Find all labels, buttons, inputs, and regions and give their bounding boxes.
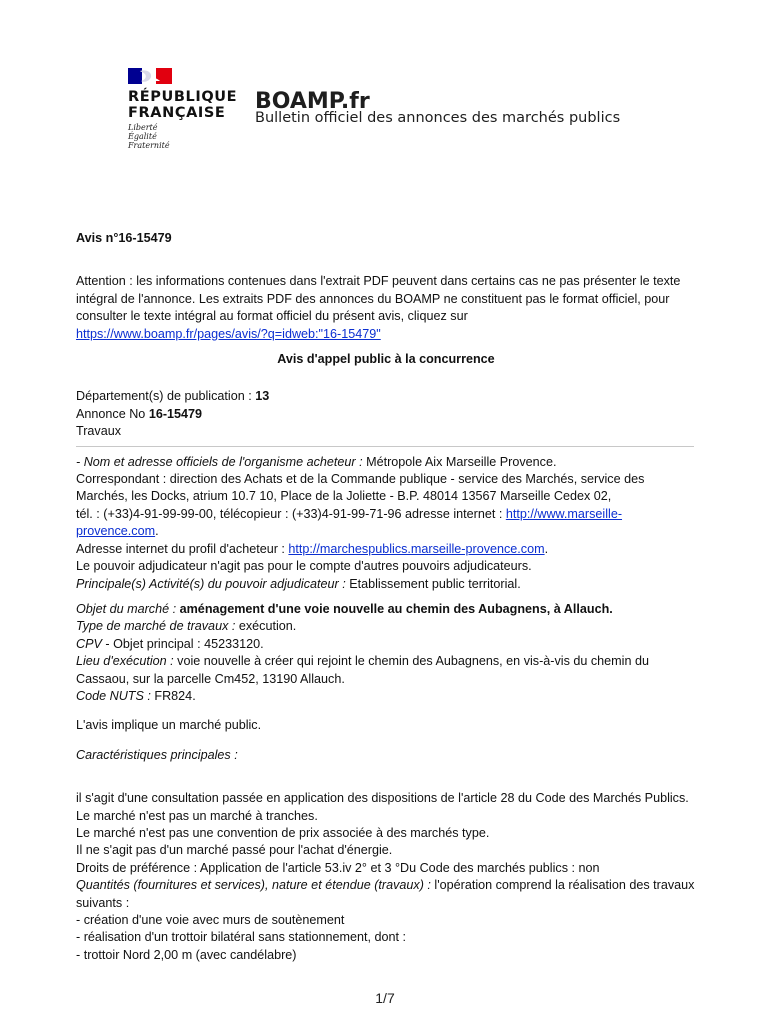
- profil-label: Adresse internet du profil d'acheteur :: [76, 541, 289, 556]
- travaux-item-3: - trottoir Nord 2,00 m (avec candélabre): [76, 947, 297, 962]
- marche-paragraph: [76, 601, 696, 705]
- avis-number: Avis n°16-15479: [76, 231, 172, 245]
- marianne-flag-icon: [128, 68, 172, 84]
- quantites-label: Quantités (fournitures et services), nature et étendue (travaux) :: [76, 878, 435, 893]
- page-number: 1/7: [375, 990, 395, 1006]
- dept-value: 13: [255, 389, 270, 404]
- annonce-label: Annonce No: [76, 406, 149, 421]
- document-body: [76, 230, 696, 964]
- dept-label: Département(s) de publication :: [76, 389, 256, 404]
- lieu-value: voie nouvelle à créer qui rejoint le chemin des Aubagnens, en vis-à-vis du chemin du Cassaou, sur la parcelle Cm452, 13190 Allauch.: [76, 654, 649, 686]
- lieu-label: Lieu d'exécution :: [76, 654, 178, 669]
- republique-line2: FRANÇAISE: [128, 105, 226, 121]
- publication-dept: [76, 388, 696, 405]
- nuts-value: FR824.: [154, 688, 196, 703]
- travaux-item-1: - création d'une voie avec murs de soutènement: [76, 913, 345, 927]
- pouvoir-text: Le pouvoir adjudicateur n'agit pas pour le compte d'autres pouvoirs adjudicateurs.: [76, 559, 532, 574]
- objet-value: aménagement d'une voie nouvelle au chemin des Aubagnens, à Allauch.: [179, 601, 613, 616]
- publication-annonce: [76, 406, 696, 423]
- activite-value: Etablissement public territorial.: [349, 576, 521, 591]
- correspondant-text: Correspondant : direction des Achats et de la Commande publique - service des Marchés, service des Marchés, les Docks, atrium 10.7 10, Place de la Joliette - B.P. 48014 13567 Marseille Cedex 02,: [76, 472, 645, 504]
- publication-type: Travaux: [76, 424, 122, 439]
- boamp-title: BOAMP.fr: [255, 89, 370, 114]
- carac-line4: Il ne s'agit pas d'un marché passé pour l'achat d'énergie.: [76, 843, 393, 858]
- caracteristiques-label: Caractéristiques principales :: [76, 747, 238, 762]
- type-label: Type de marché de travaux :: [76, 619, 239, 634]
- devise: [128, 123, 170, 150]
- implique-text: L'avis implique un marché public.: [76, 718, 262, 733]
- attention-text: Attention : les informations contenues dans l'extrait PDF peuvent dans certains cas ne pas présenter le texte intégral de l'annonce. Les extraits PDF des annonces du BOAMP ne constituent pas le format officiel, pour consulter le texte intégral au format officiel du présent avis, cliquez sur: [76, 274, 681, 324]
- quantites-value: l'opération comprend la réalisation des travaux suivants :: [76, 878, 695, 910]
- nuts-label: Code NUTS :: [76, 688, 155, 703]
- republique-line1: RÉPUBLIQUE: [128, 89, 238, 105]
- annonce-value: 16-15479: [148, 406, 203, 421]
- devise-egalite: Égalité: [128, 132, 157, 141]
- carac-line5: Droits de préférence : Application de l'article 53.iv 2° et 3 °Du Code des marchés publics : non: [76, 860, 600, 875]
- cpv-value: - Objet principal : 45233120.: [101, 636, 264, 651]
- type-value: exécution.: [238, 619, 297, 634]
- cpv-label: CPV: [76, 636, 102, 651]
- objet-label: Objet du marché :: [76, 601, 180, 616]
- activite-label: Principale(s) Activité(s) du pouvoir adjudicateur :: [76, 576, 350, 591]
- devise-liberte: Liberté: [128, 123, 158, 132]
- carac-line2: Le marché n'est pas un marché à tranches.: [76, 808, 318, 823]
- caracteristiques-paragraph: [76, 790, 696, 964]
- boamp-subtitle: Bulletin officiel des annonces des marchés publics: [255, 110, 621, 126]
- divider: [76, 446, 694, 447]
- organisme-value: Métropole Aix Marseille Provence.: [366, 454, 557, 469]
- marchespublics-link[interactable]: http://marchespublics.marseille-provence.com: [288, 541, 545, 556]
- section-title: Avis d'appel public à la concurrence: [277, 352, 495, 367]
- carac-line1: il s'agit d'une consultation passée en application des dispositions de l'article 28 du Code des Marchés Publics.: [76, 791, 689, 806]
- tel-text: tél. : (+33)4-91-99-99-00, télécopieur : (+33)4-91-99-71-96 adresse internet :: [76, 506, 506, 521]
- devise-fraternite: Fraternité: [128, 141, 170, 150]
- travaux-item-2: - réalisation d'un trottoir bilatéral sans stationnement, dont :: [76, 930, 407, 945]
- organisme-paragraph: - Nom et adresse officiels de l'organisme acheteur : Métropole Aix Marseille Provence. Correspondant : direction des Achats et de la Commande publique - service des Marchés, service des Marchés, les Docks, atrium 10.7 10, Place de la Joliette - B.P. 48014 13567 Marseille Cedex 02, tél. : (+33)4-91-99-99-00, télécopieur : (+33)4-91-99-71-96 adresse internet : http://www.marseille-provence.com. Adresse internet du profil d'acheteur : http://marchespublics.marseille-provence.com. Le pouvoir adjudicateur n'agit pas pour le compte d'autres pouvoirs adjudicateurs. Principale(s) Activité(s) du pouvoir adjudicateur : Etablissement public territorial.: [76, 454, 645, 591]
- carac-line3: Le marché n'est pas une convention de prix associée à des marchés type.: [76, 825, 490, 840]
- boamp-avis-link[interactable]: https://www.boamp.fr/pages/avis/?q=idweb:"16-15479": [76, 326, 381, 341]
- organisme-label: - Nom et adresse officiels de l'organisme acheteur :: [76, 454, 367, 469]
- attention-paragraph: [76, 273, 696, 343]
- marseille-provence-link[interactable]: http://www.marseille-provence.com: [76, 506, 623, 539]
